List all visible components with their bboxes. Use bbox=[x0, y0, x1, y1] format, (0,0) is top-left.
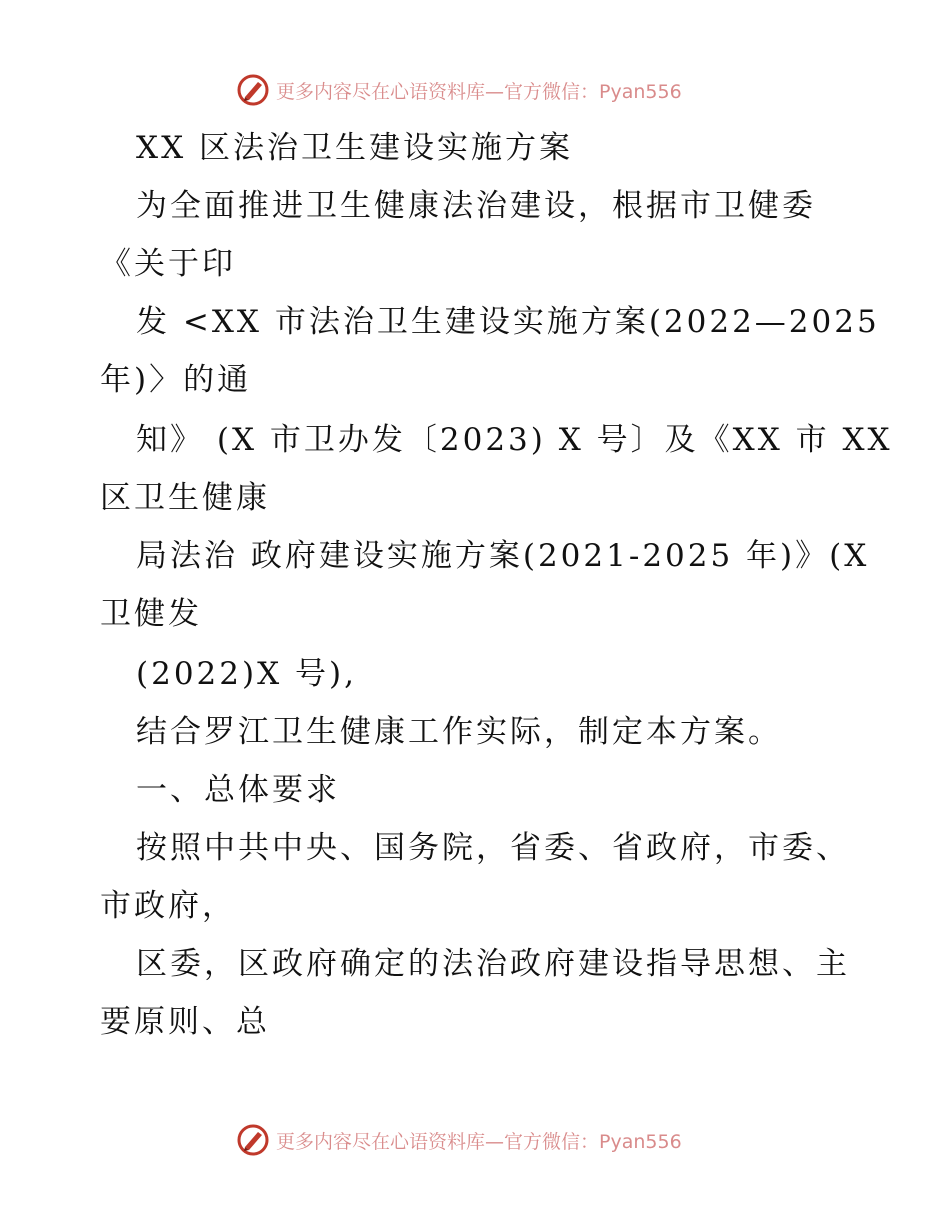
text-line: 为全面推进卫生健康法治建设，根据市卫健委 bbox=[136, 188, 816, 224]
text-line: 市政府， bbox=[100, 888, 236, 924]
watermark-footer bbox=[236, 1122, 682, 1158]
text-line: 卫健发 bbox=[100, 596, 202, 632]
text-line: 要原则、总 bbox=[100, 1004, 270, 1040]
text-line: 发 <XX 市法治卫生建设实施方案(2022—2025 bbox=[136, 304, 880, 340]
pen-logo-icon bbox=[236, 73, 270, 107]
section-heading: 一、总体要求 bbox=[136, 772, 340, 808]
watermark-text: 更多内容尽在心语资料库—官方微信：Pyan556 bbox=[276, 80, 682, 103]
watermark-header bbox=[236, 72, 682, 108]
text-line: 区委，区政府确定的法治政府建设指导思想、主 bbox=[136, 946, 850, 982]
text-line: 结合罗江卫生健康工作实际，制定本方案。 bbox=[136, 714, 782, 750]
text-line: 《关于印 bbox=[100, 246, 236, 282]
text-line: 区卫生健康 bbox=[100, 480, 270, 516]
doc-title: XX 区法治卫生建设实施方案 bbox=[136, 130, 573, 166]
watermark-text: 更多内容尽在心语资料库—官方微信：Pyan556 bbox=[276, 1130, 682, 1153]
text-line: 知》 (X 市卫办发〔2023) X 号〕及《XX 市 XX bbox=[136, 422, 893, 458]
text-line: (2022)X 号), bbox=[136, 656, 357, 692]
text-line: 年)〉的通 bbox=[100, 362, 252, 398]
pen-logo-icon bbox=[236, 1123, 270, 1157]
text-line: 按照中共中央、国务院，省委、省政府，市委、 bbox=[136, 830, 850, 866]
text-line: 局法治 政府建设实施方案(2021-2025 年)》(X bbox=[136, 538, 870, 574]
